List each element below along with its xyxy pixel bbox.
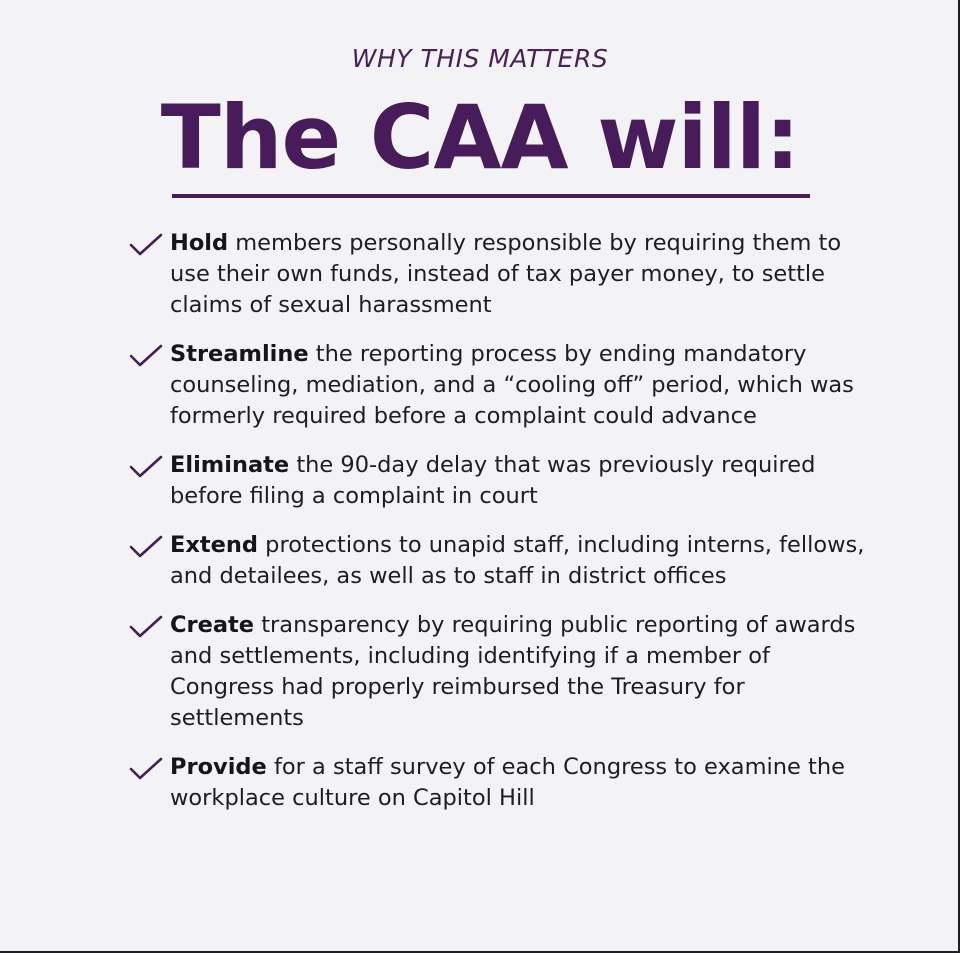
item-lead: Extend	[170, 532, 259, 558]
list-item	[126, 450, 866, 512]
item-text: for a staff survey of each Congress to examine the workplace culture on Capitol Hill	[170, 754, 845, 811]
checkmark-icon	[128, 534, 164, 560]
title-underline	[172, 194, 810, 198]
list-item	[126, 228, 866, 321]
checkmark-icon	[128, 343, 164, 369]
item-lead: Eliminate	[170, 452, 290, 478]
list-item	[126, 610, 866, 734]
checkmark-icon	[128, 756, 164, 782]
eyebrow-label: WHY THIS MATTERS	[351, 44, 609, 73]
item-lead: Create	[170, 612, 255, 638]
item-text: members personally responsible by requiring them to use their own funds, instead of tax payer money, to settle claims of sexual harassment	[170, 230, 842, 318]
list-item	[126, 530, 866, 592]
checkmark-icon	[128, 614, 164, 640]
page-title: The CAA will:	[160, 86, 800, 189]
benefits-list	[126, 228, 866, 832]
checkmark-icon	[128, 454, 164, 480]
list-item	[126, 752, 866, 814]
list-item	[126, 339, 866, 432]
item-text: protections to unapid staff, including interns, fellows, and detailees, as well as to staff in district offices	[170, 532, 865, 589]
item-text: transparency by requiring public reporting of awards and settlements, including identifying if a member of Congress had properly reimbursed the Treasury for settlements	[170, 612, 856, 731]
item-lead: Hold	[170, 230, 229, 256]
checkmark-icon	[128, 232, 164, 258]
item-text: the reporting process by ending mandatory counseling, mediation, and a “cooling off” period, which was formerly required before a complaint could advance	[170, 341, 854, 429]
item-text: the 90-day delay that was previously required before filing a complaint in court	[170, 452, 816, 509]
item-lead: Streamline	[170, 341, 309, 367]
item-lead: Provide	[170, 754, 267, 780]
